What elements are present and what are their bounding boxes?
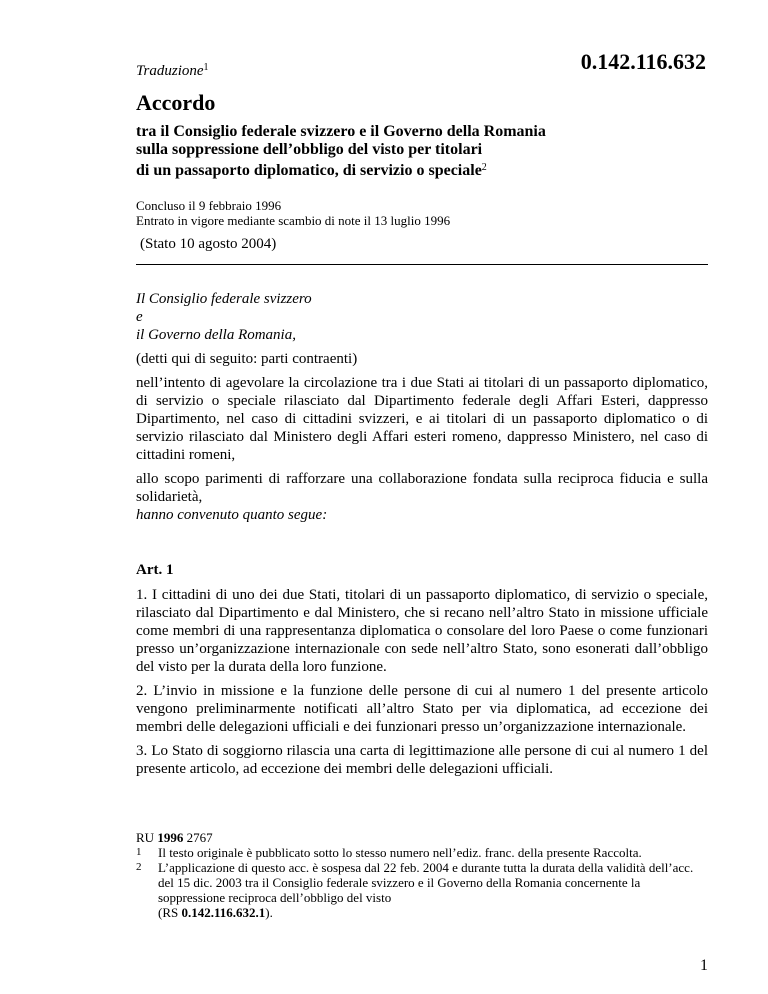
footnote-1: 1 Il testo originale è pubblicato sotto lo stesso numero nell’ediz. franc. della presente Raccolta. [136,845,642,860]
agreed-clause: hanno convenuto quanto segue: [136,507,328,523]
sr-number: 0.142.116.632 [580,49,706,74]
article-1-paragraph-3: 3. Lo Stato di soggiorno rilascia una carta di legittimazione alle persone di cui al numero 1 del presente articolo, ad eccezione dei membri delle delegazioni ufficiali. [136,743,708,777]
document-title: Accordo [136,90,216,115]
header-divider [136,264,708,265]
page-number: 1 [700,957,708,974]
footnote-ref-1[interactable]: 1 [203,62,209,73]
preamble-paragraph-2: allo scopo parimenti di rafforzare una collaborazione fondata sulla reciproca fiducia e sulla solidarietà, [136,471,708,505]
footnote-ref-2[interactable]: 2 [481,162,487,173]
footnotes [136,830,708,920]
in-force-date: Entrato in vigore mediante scambio di note il 13 luglio 1996 [136,213,451,228]
party-2: il Governo della Romania, [136,327,296,343]
article-1-body [136,586,708,784]
preamble [136,290,708,524]
hereinafter-clause: (detti qui di seguito: parti contraenti) [136,351,358,367]
article-1-paragraph-1: 1. I cittadini di uno dei due Stati, titolari di un passaporto diplomatico, di servizio o speciale, rilasciato dal Dipartimento e dal Ministero, che si recano nell’altro Stato in missione ufficiale come membri di una rappresentanza diplomatica o consolare del loro Paese o come funzionari presso un’organizzazione internazionale con sede nell’altro Stato, sono esonerati dall’obbligo del visto per la durata della loro funzione. [136,587,708,675]
conjunction: e [136,309,143,325]
ru-reference: RU 1996 2767 [136,830,213,845]
translation-label: Traduzione$^1$ [136,62,209,79]
footnote-2: 2 L’applicazione di questo acc. è sospesa dal 22 feb. 2004 e durante tutta la durata della validità dell’acc. del 15 dic. 2003 tra il Consiglio federale svizzero e il Governo della Romania concernente la soppressione reciproca dell’obbligo del visto (RS 0.142.116.632.1). [136,860,694,920]
preamble-paragraph-1: nell’intento di agevolare la circolazione tra i due Stati ai titolari di un passaporto diplomatico, di servizio o speciale rilasciato dal Dipartimento federale degli Affari Esteri, dappresso Dipartimento, nel caso di cittadini svizzeri, e ai titolari di un passaporto diplomatico o di servizio rilasciato dal Ministero degli Affari esteri romeno, dappresso Ministero, nel caso di cittadini romeni, [136,375,708,463]
party-1: Il Consiglio federale svizzero [136,291,312,307]
document-dates [136,198,450,228]
sr-link[interactable]: 0.142.116.632.1 [181,905,266,920]
article-1-heading: Art. 1 [136,562,174,578]
status-date: (Stato 10 agosto 2004) [140,236,277,252]
concluded-date: Concluso il 9 febbraio 1996 [136,198,282,213]
document-subtitle: tra il Consiglio federale svizzero e il Governo della Romania sulla soppressione dell’obbligo del visto per titolari di un passaporto diplomatico, di servizio o speciale$^2$ [136,123,546,179]
article-1-paragraph-2: 2. L’invio in missione e la funzione delle persone di cui al numero 1 del presente articolo vengono preliminarmente notificati all’altro Stato per via diplomatica, ad eccezione dei membri delle delegazioni ufficiali e dei funzionari presso un’organizzazione internazionale. [136,683,708,735]
